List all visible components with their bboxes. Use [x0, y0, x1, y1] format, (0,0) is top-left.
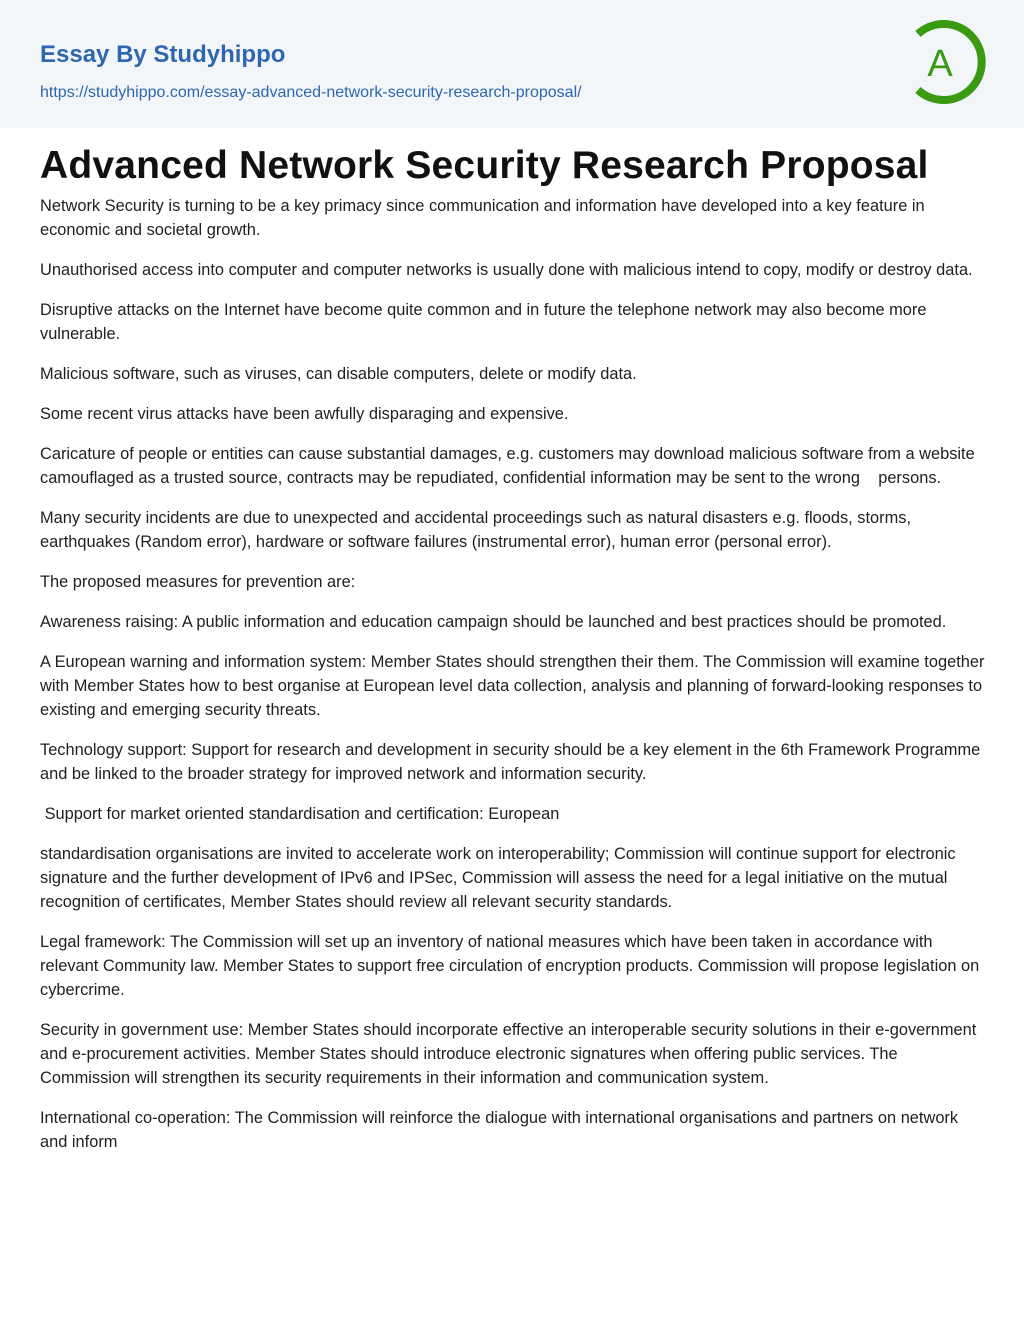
paragraph: Legal framework: The Commission will set up an inventory of national measures which have been taken in accordance with relevant Community law. Member States to support free circulation of encryption products. Commission will propose legislation on cybercrime. [40, 933, 984, 999]
paragraph: standardisation organisations are invited to accelerate work on interoperability; Commission will continue support for electronic signature and the further development of IPv6 and IPSec, Commission will assess the need for a legal initiative on the mutual recognition of certificates, Member States should review all relevant security standards. [40, 845, 961, 911]
paragraph: Unauthorised access into computer and computer networks is usually done with malicious intend to copy, modify or destroy data. [40, 261, 973, 279]
paragraph: Many security incidents are due to unexpected and accidental proceedings such as natural disasters e.g. floods, storms, earthquakes (Random error), hardware or software failures (instrumental error), human error (personal error). [40, 509, 916, 551]
svg-text:A: A [927, 43, 953, 85]
paragraph: Support for market oriented standardisation and certification: European [40, 805, 560, 823]
paragraph: A European warning and information system: Member States should strengthen their them. The Commission will examine together with Member States how to best organise at European level data collection, analysis and planning of forward-looking responses to existing and emerging security threats. [40, 653, 990, 719]
paragraph: Security in government use: Member States should incorporate effective an interoperable security solutions in their e-government and e-procurement activities. Member States should introduce electronic signatures when offering public services. The Commission will strengthen its security requirements in their information and communication system. [40, 1021, 981, 1087]
paragraph: International co-operation: The Commission will reinforce the dialogue with international organisations and partners on network and inform [40, 1109, 963, 1151]
paragraph: Technology support: Support for research and development in security should be a key element in the 6th Framework Programme and be linked to the broader strategy for improved network and information security. [40, 741, 985, 783]
paragraph: Disruptive attacks on the Internet have become quite common and in future the telephone network may also become more vulnerable. [40, 301, 932, 343]
paragraph: Some recent virus attacks have been awfully disparaging and expensive. [40, 405, 569, 423]
essay-body [40, 194, 990, 1170]
brand-title[interactable]: Essay By Studyhippo [40, 41, 286, 68]
essay-url-link[interactable]: https://studyhippo.com/essay-advanced-network-security-research-proposal/ [40, 84, 582, 101]
page-title: Advanced Network Security Research Proposal [40, 144, 929, 187]
paragraph: Malicious software, such as viruses, can disable computers, delete or modify data. [40, 365, 637, 383]
paragraph: The proposed measures for prevention are: [40, 573, 356, 591]
studyhippo-logo-icon[interactable] [912, 18, 988, 106]
site-header [0, 0, 1024, 128]
paragraph: Caricature of people or entities can cause substantial damages, e.g. customers may download malicious software from a website camouflaged as a trusted source, contracts may be repudiated, confidential information may be sent to the wrong persons. [40, 445, 980, 487]
paragraph: Network Security is turning to be a key primacy since communication and information have developed into a key feature in economic and societal growth. [40, 197, 930, 239]
paragraph: Awareness raising: A public information and education campaign should be launched and best practices should be promoted. [40, 613, 947, 631]
